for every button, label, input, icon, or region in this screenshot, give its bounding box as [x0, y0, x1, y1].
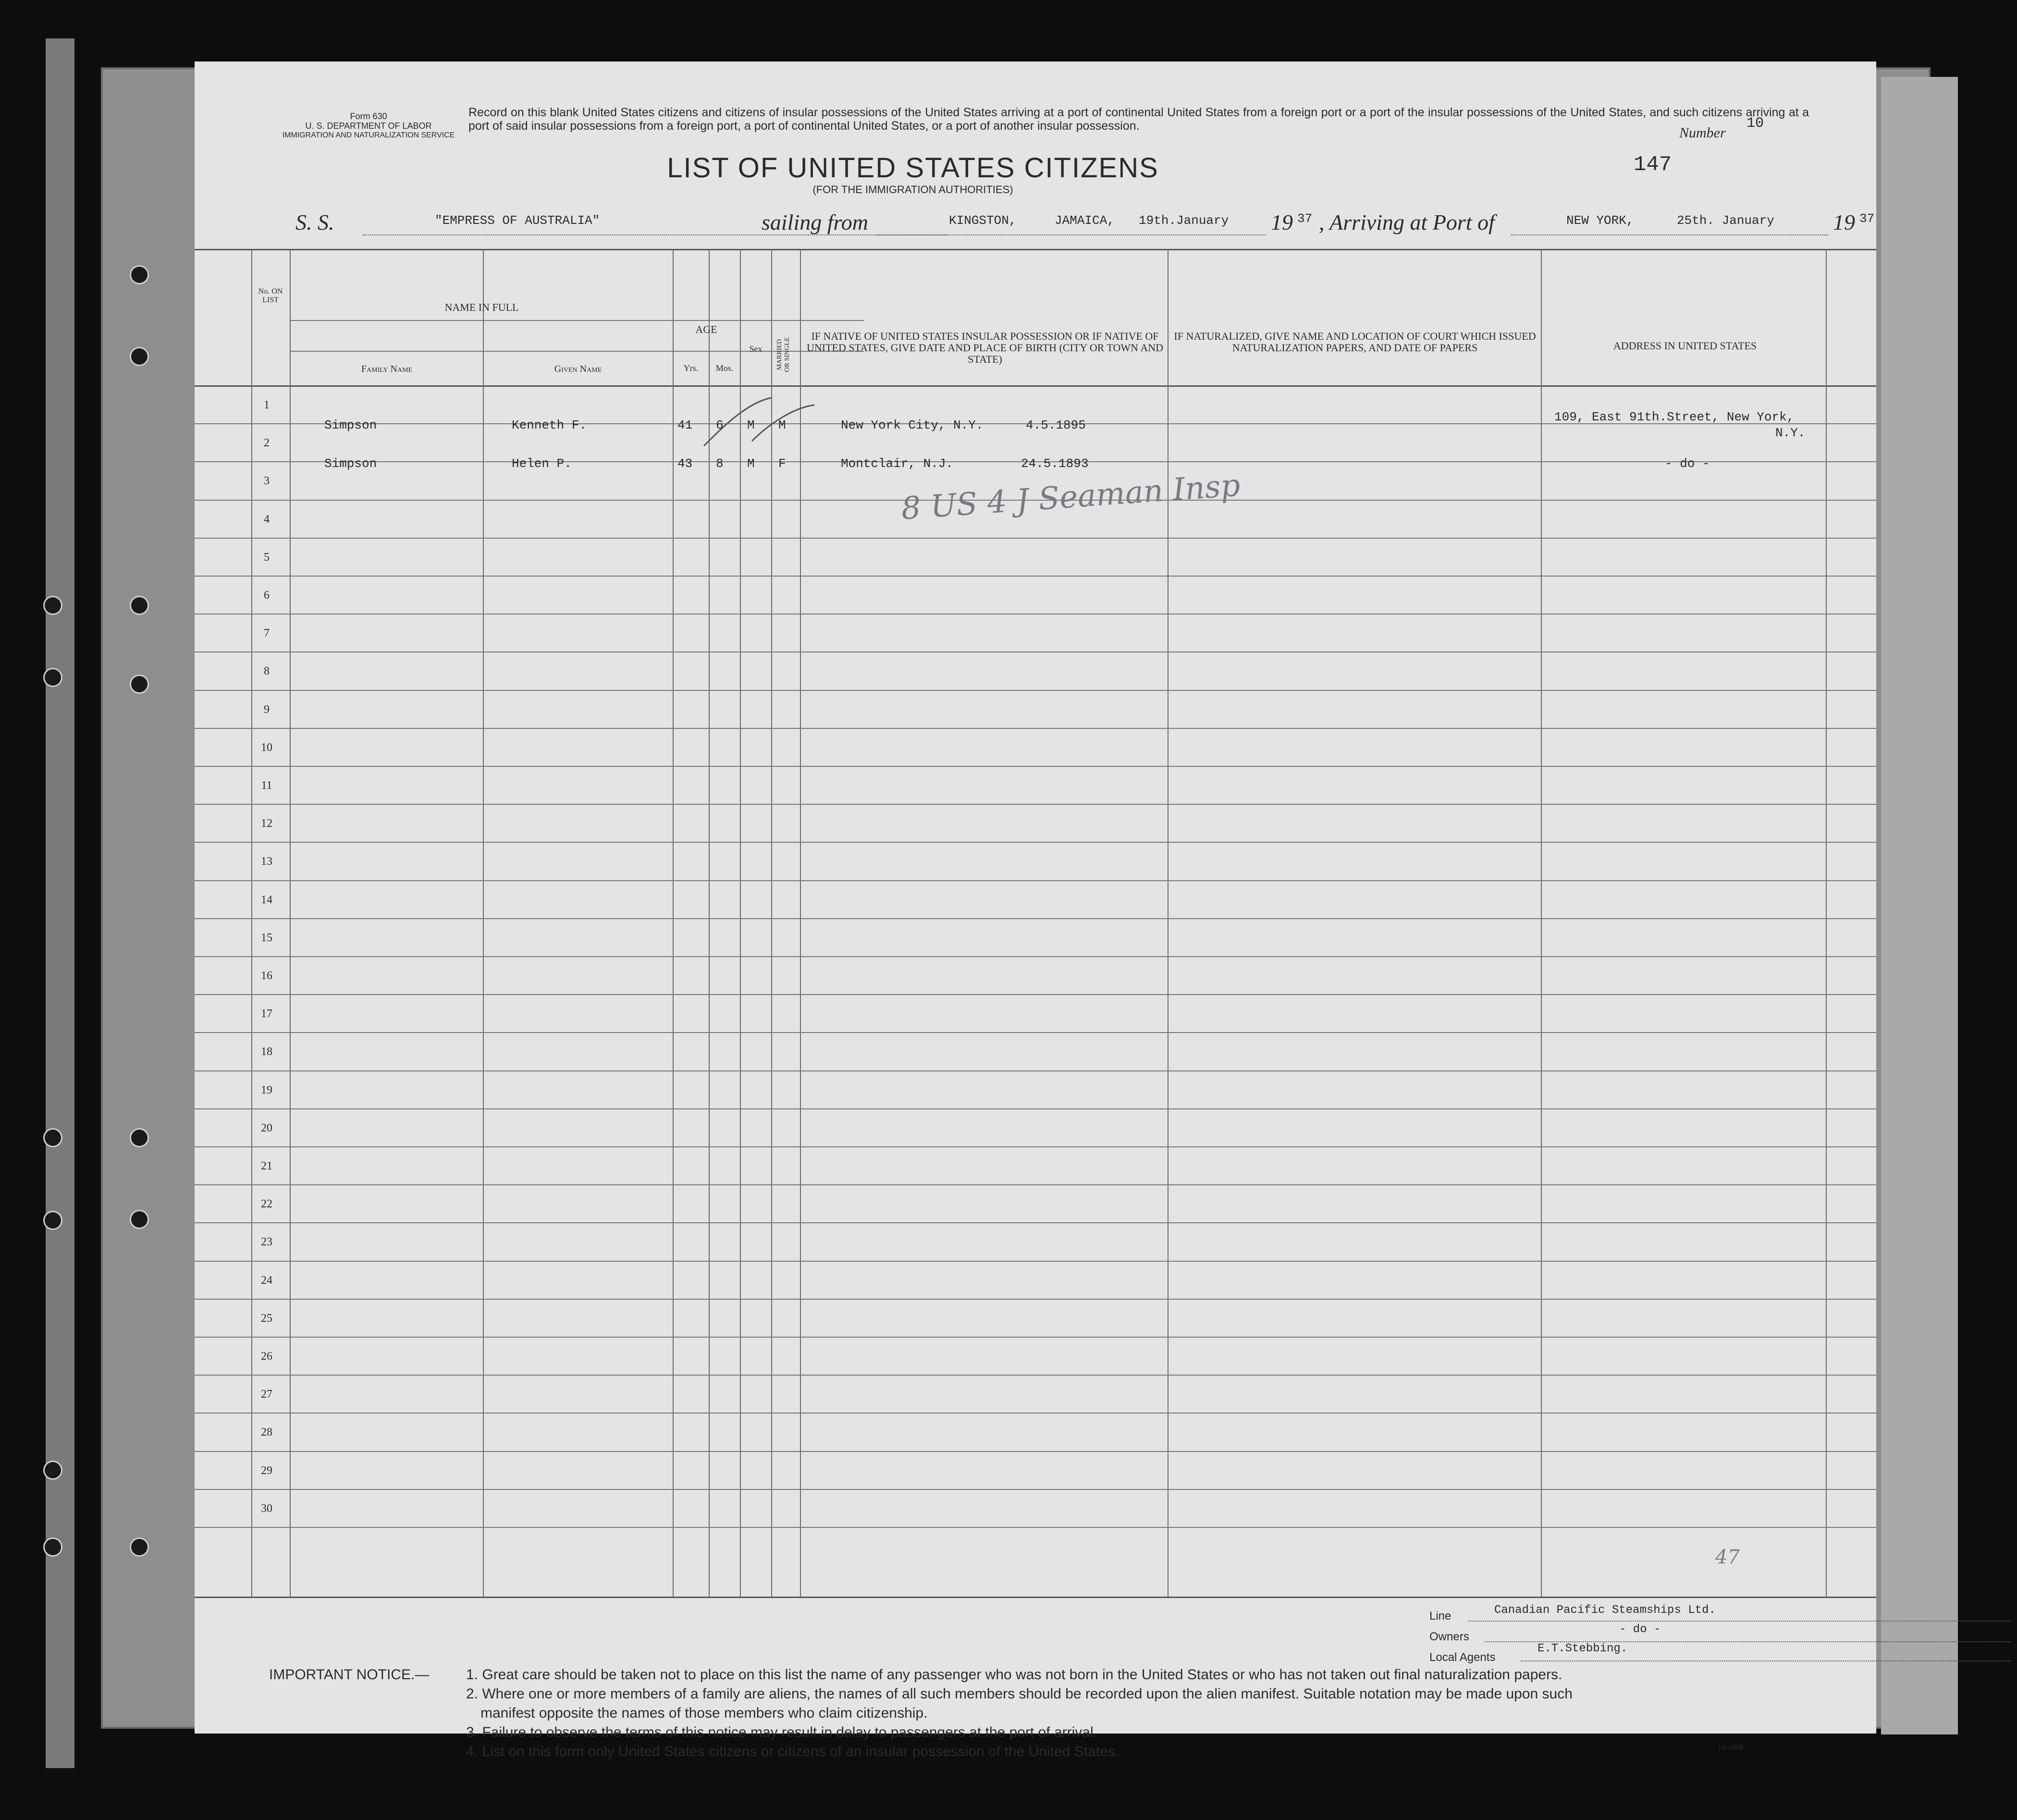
row-line [195, 1337, 1876, 1338]
row-number: 25 [261, 1312, 272, 1325]
col-border [290, 249, 291, 1597]
binder-hole [43, 596, 62, 615]
row-line [195, 1527, 1876, 1528]
binder-hole [43, 1537, 62, 1557]
row-number: 20 [261, 1121, 272, 1134]
form-code: 14—608 [1718, 1743, 1743, 1751]
page-number: 147 [1634, 153, 1672, 177]
row-1-sex: M [747, 418, 755, 432]
row-line [195, 1413, 1876, 1414]
page-edge [1881, 77, 1958, 1734]
header-birth: IF NATIVE OF UNITED STATES INSULAR POSSESSION OR IF NATIVE OF UNITED STATES, GIVE DATE AND PLACE OF BIRTH (CITY OR TOWN AND STATE) [806, 330, 1164, 365]
row-line [195, 1184, 1876, 1185]
footer-divider [195, 1597, 1876, 1598]
notice-1: 1. Great care should be taken not to place on this list the name of any passenger who was not born in the United States or who has not taken out final naturalization papers. [466, 1667, 1562, 1683]
inspector-signature: 8 US 4 J Seaman Insp [900, 467, 1242, 527]
binder-hole [130, 347, 149, 366]
agents-label: Local Agents [1429, 1651, 1496, 1664]
row-line [195, 1108, 1876, 1109]
binder-hole [130, 1210, 149, 1229]
agents-value: E.T.Stebbing. [1537, 1642, 1628, 1655]
year-prefix-2: 19 [1833, 210, 1855, 234]
row-1-mos: 6 [716, 418, 724, 432]
row-line [195, 956, 1876, 957]
header-mos: Mos. [715, 363, 734, 373]
year-prefix-1: 19 [1271, 210, 1293, 234]
header-sex: Sex [749, 344, 763, 354]
notice-heading: IMPORTANT NOTICE.— [269, 1667, 430, 1683]
row-line [195, 690, 1876, 691]
owners-value: - do - [1619, 1623, 1661, 1636]
agents-underline [1521, 1660, 2011, 1661]
binder-hole [43, 1128, 62, 1147]
binder-hole [43, 1211, 62, 1230]
row-number: 22 [261, 1198, 272, 1211]
row-number: 13 [261, 855, 272, 868]
from-underline [877, 234, 1266, 235]
col-border [673, 249, 674, 1597]
form-number: Form 630 [350, 111, 387, 121]
row-number: 23 [261, 1236, 272, 1249]
row-number: 5 [264, 551, 270, 564]
line-label: Line [1429, 1610, 1451, 1623]
col-border [709, 249, 710, 1597]
row-number: 18 [261, 1045, 272, 1058]
row-line [195, 1489, 1876, 1490]
row-2-birth-place: Montclair, N.J. [841, 456, 954, 471]
row-number: 3 [264, 475, 270, 488]
row-line [195, 1299, 1876, 1300]
row-line [195, 842, 1876, 843]
number-value: 10 [1746, 115, 1764, 132]
voyage-line [295, 209, 1875, 243]
col-border [800, 249, 801, 1597]
row-line [195, 1375, 1876, 1376]
page-subtitle: (FOR THE IMMIGRATION AUTHORITIES) [812, 184, 1013, 196]
year-2: 37 [1859, 211, 1875, 226]
row-number: 1 [264, 399, 270, 411]
row-line [195, 1070, 1876, 1071]
table-top-border [195, 249, 1876, 250]
row-number: 30 [261, 1502, 272, 1515]
row-1-family-name: Simpson [324, 418, 377, 432]
row-number: 28 [261, 1426, 272, 1439]
row-2-mos: 8 [716, 456, 724, 471]
binder-hole [43, 1461, 62, 1480]
row-number: 19 [261, 1083, 272, 1096]
header-naturalized: IF NATURALIZED, GIVE NAME AND LOCATION OF COURT WHICH ISSUED NATURALIZATION PAPERS, AND DATE OF PAPERS [1174, 330, 1536, 354]
ss-label: S. S. [295, 210, 334, 234]
sail-date: 19th.January [1139, 213, 1229, 228]
row-number: 9 [264, 703, 270, 716]
row-line [195, 918, 1876, 919]
header-married: MARRIED OR SINGLE [776, 337, 791, 372]
header-address: ADDRESS IN UNITED STATES [1613, 340, 1757, 352]
row-number: 2 [264, 437, 270, 450]
row-line [195, 1146, 1876, 1147]
manifest-page [195, 61, 1876, 1759]
row-number: 26 [261, 1350, 272, 1363]
row-line [195, 1222, 1876, 1223]
service: IMMIGRATION AND NATURALIZATION SERVICE [282, 131, 455, 139]
row-2-yrs: 43 [677, 456, 693, 471]
to-underline [1511, 234, 1828, 235]
row-line [195, 766, 1876, 767]
sailing-label: sailing from [762, 210, 868, 234]
row-number: 16 [261, 970, 272, 982]
row-number: 4 [264, 513, 270, 526]
col-border [740, 249, 741, 1597]
line-underline [1468, 1621, 2011, 1622]
row-2-birth-date: 24.5.1893 [1021, 456, 1089, 471]
row-line [195, 1032, 1876, 1033]
from-port: KINGSTON, [949, 213, 1017, 228]
col-border [483, 249, 484, 1597]
binder-hole [43, 668, 62, 687]
row-1-address-2: N.Y. [1775, 426, 1806, 440]
row-number: 21 [261, 1160, 272, 1172]
row-2-given-name: Helen P. [512, 456, 572, 471]
row-line [195, 880, 1876, 881]
passenger-table [195, 249, 1876, 1597]
row-line [195, 994, 1876, 995]
row-line [195, 614, 1876, 615]
binder-spine [46, 38, 74, 1768]
row-number: 6 [264, 589, 270, 602]
row-1-married: M [778, 418, 786, 432]
department: U. S. DEPARTMENT OF LABOR [305, 121, 432, 131]
record-instructions: Record on this blank United States citizens and citizens of insular possessions of the United States arriving at a port of continental United States from a foreign port or a port of the insular possessions of the United States, and such citizens arriving at a port of said insular possessions from a foreign port, a port of continental United States, or a port of another insular possession. [468, 106, 1809, 133]
row-line [195, 1261, 1876, 1262]
owners-label: Owners [1429, 1630, 1469, 1643]
checkmark-strokes [694, 393, 819, 451]
header-name-in-full: NAME IN FULL [444, 301, 519, 313]
col-border [771, 249, 772, 1597]
margin-number: 47 [1715, 1546, 1740, 1568]
header-yrs: Yrs. [683, 363, 699, 373]
row-1-address: 109, East 91th.Street, New York, [1554, 410, 1795, 424]
row-number: 12 [261, 817, 272, 830]
year-1: 37 [1297, 211, 1313, 226]
notice-2: 2. Where one or more members of a family are aliens, the names of all such members should be recorded upon the alien manifest. Suitable notation may be made upon such [466, 1686, 1573, 1702]
binder-hole [130, 1128, 149, 1147]
ship-name: "EMPRESS OF AUSTRALIA" [435, 213, 600, 228]
row-number: 29 [261, 1464, 272, 1477]
from-country: JAMAICA, [1055, 213, 1115, 228]
arrive-date: 25th. January [1677, 213, 1774, 228]
header-no: No. ON LIST [258, 287, 283, 304]
binder-hole [130, 1537, 149, 1557]
row-line [195, 538, 1876, 539]
header-age: AGE [695, 323, 717, 335]
form-id-block [272, 111, 465, 140]
row-number: 8 [264, 665, 270, 678]
notice-4: 4. List on this form only United States citizens or citizens of an insular possession of the United States. [466, 1744, 1119, 1759]
row-number: 24 [261, 1274, 272, 1287]
row-number: 14 [261, 893, 272, 906]
row-1-yrs: 41 [677, 418, 693, 432]
col-border [1826, 249, 1827, 1597]
row-2-sex: M [747, 456, 755, 471]
row-line [195, 1451, 1876, 1452]
header-family-name: Family Name [361, 364, 413, 374]
number-label: Number [1679, 125, 1726, 141]
notice-2-cont: manifest opposite the names of those members who claim citizenship. [480, 1705, 928, 1721]
row-number: 10 [261, 741, 272, 754]
row-line [195, 728, 1876, 729]
row-1-birth-date: 4.5.1895 [1026, 418, 1086, 432]
header-bottom-border [195, 385, 1876, 387]
row-number: 17 [261, 1008, 272, 1021]
row-2-address: - do - [1665, 456, 1710, 471]
line-value: Canadian Pacific Steamships Ltd. [1494, 1604, 1716, 1617]
row-1-given-name: Kenneth F. [512, 418, 587, 432]
row-line [195, 576, 1876, 577]
arriving-label: , Arriving at Port of [1319, 210, 1495, 234]
row-number: 15 [261, 931, 272, 944]
row-number: 11 [261, 779, 272, 792]
row-line [195, 804, 1876, 805]
row-number: 27 [261, 1388, 272, 1401]
row-1-birth-place: New York City, N.Y. [841, 418, 984, 432]
row-number: 7 [264, 627, 270, 640]
col-border [1541, 249, 1542, 1597]
to-port: NEW YORK, [1566, 213, 1634, 228]
page-title: LIST OF UNITED STATES CITIZENS [667, 152, 1159, 184]
row-2-family-name: Simpson [324, 456, 377, 471]
row-2-married: F [778, 456, 786, 471]
binder-hole [130, 675, 149, 694]
notice-3: 3. Failure to observe the terms of this notice may result in delay to passengers at the port of arrival. [466, 1724, 1097, 1740]
binder-hole [130, 265, 149, 284]
header-given-name: Given Name [554, 364, 602, 374]
name-header-line [290, 320, 864, 321]
binder-hole [130, 596, 149, 615]
